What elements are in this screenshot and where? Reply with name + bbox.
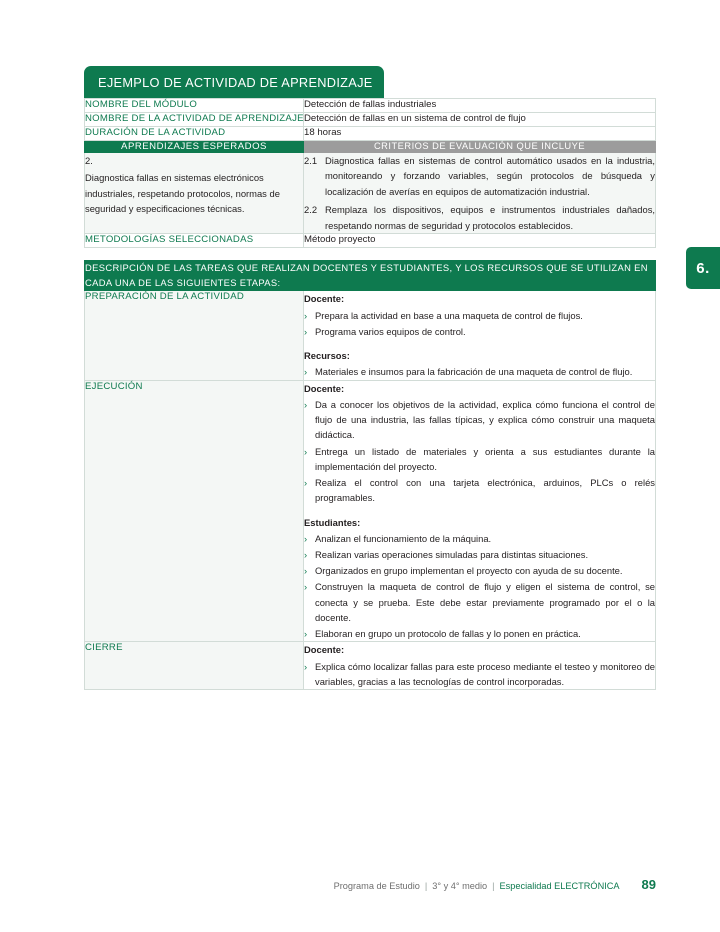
stage-label-ejecucion: EJECUCIÓN — [85, 380, 304, 642]
page-footer — [0, 877, 720, 892]
chapter-tab-label: 6. — [696, 259, 710, 277]
role-heading: Docente: — [304, 644, 345, 656]
list-item-text: Da a conocer los objetivos de la actividad, explica cómo funciona el control de flujo de una industria, las fallas típicas, y explica cómo construir una maqueta didáctica. — [315, 398, 655, 441]
criterio-number: 2.1 — [304, 154, 318, 166]
stage-body-cierre — [304, 642, 656, 690]
bullet-list — [304, 364, 655, 379]
list-item — [304, 397, 655, 443]
stage-label-cierre: CIERRE — [85, 642, 304, 690]
list-item-text: Construyen la maqueta de control de flujo y eligen el sistema de control, se conecta y se prueba. Este debe estar previamente programado por el o la docente. — [315, 581, 655, 623]
criterio-text: Diagnostica fallas en sistemas de control automático usados en la industria, monitoreando y forzando variables, según protocolos de búsqueda y localización de averías en equipos de automatización industrial. — [325, 154, 655, 197]
aprendizaje-number: 2. — [85, 154, 93, 166]
table-row-stage-cierre — [85, 642, 656, 690]
list-item — [304, 531, 655, 546]
chevron-right-icon: › — [304, 581, 308, 593]
footer-program: Programa de Estudio — [333, 881, 420, 891]
activity-info-body — [85, 99, 656, 248]
stage-body-ejecucion — [304, 380, 656, 642]
bullet-list — [304, 397, 655, 506]
label-metodologias: METODOLOGÍAS SELECCIONADAS — [85, 234, 304, 248]
table-row-actividad — [85, 112, 656, 126]
role-heading: Docente: — [304, 293, 345, 305]
header-aprendizajes-esperados: APRENDIZAJES ESPERADOS — [85, 140, 304, 152]
list-item-text: Materiales e insumos para la fabricación de una maqueta de control de flujo. — [315, 366, 633, 378]
chevron-right-icon: › — [304, 532, 308, 544]
list-item-text: Realiza el control con una tarjeta electrónica, arduinos, PLCs o relés programables. — [315, 477, 655, 504]
footer-level: 3° y 4° medio — [432, 881, 488, 891]
list-item — [304, 324, 655, 339]
stage-body-preparacion — [304, 291, 656, 380]
list-item — [304, 308, 655, 323]
value-metodologias: Método proyecto — [304, 234, 656, 248]
label-nombre-modulo: NOMBRE DEL MÓDULO — [85, 99, 304, 113]
footer-separator: | — [424, 881, 428, 891]
list-item — [304, 444, 655, 474]
table-row-metodologias — [85, 234, 656, 248]
list-item — [304, 579, 655, 625]
chevron-right-icon: › — [304, 660, 308, 672]
label-nombre-actividad: NOMBRE DE LA ACTIVIDAD DE APRENDIZAJE — [85, 112, 304, 126]
footer-separator: | — [492, 881, 495, 891]
role-heading: Recursos: — [304, 350, 350, 362]
list-item — [304, 626, 655, 641]
criterio-text: Remplaza los dispositivos, equipos e instrumentos industriales dañados, respetando normas de seguridad y protocolos establecidos. — [325, 204, 655, 231]
table-row-band-headers — [85, 140, 656, 152]
table-row-aprendizaje-criterios — [85, 152, 656, 234]
value-duracion: 18 horas — [304, 126, 656, 140]
stages-table — [84, 260, 656, 690]
bullet-list — [304, 659, 655, 689]
activity-info-table — [84, 98, 656, 248]
activity-title-banner — [84, 66, 384, 98]
footer-page-number: 89 — [641, 877, 656, 892]
stage-label-preparacion: PREPARACIÓN DE LA ACTIVIDAD — [85, 291, 304, 380]
description-band-text: DESCRIPCIÓN DE LAS TAREAS QUE REALIZAN DOCENTES Y ESTUDIANTES, Y LOS RECURSOS QUE SE UTILIZAN EN CADA UNA DE LAS SIGUIENTES ETAPAS: — [85, 261, 656, 291]
chevron-right-icon: › — [304, 398, 308, 410]
cell-aprendizaje-esperado — [85, 152, 304, 234]
chevron-right-icon: › — [304, 445, 308, 457]
cell-criterios-evaluacion — [304, 152, 656, 234]
criterio-number: 2.2 — [304, 204, 318, 216]
list-item-text: Programa varios equipos de control. — [315, 325, 466, 337]
stages-table-body — [85, 261, 656, 690]
page-title: EJEMPLO DE ACTIVIDAD DE APRENDIZAJE — [98, 74, 373, 90]
chevron-right-icon: › — [304, 565, 308, 577]
chevron-right-icon: › — [304, 477, 308, 489]
list-item-text: Elaboran en grupo un protocolo de fallas y lo ponen en práctica. — [315, 628, 581, 640]
content-area — [84, 66, 656, 690]
list-item-text: Realizan varias operaciones simuladas para distintas situaciones. — [315, 549, 589, 560]
label-duracion: DURACIÓN DE LA ACTIVIDAD — [85, 126, 304, 140]
list-item — [304, 547, 655, 562]
list-item — [304, 475, 655, 505]
chevron-right-icon: › — [304, 309, 308, 321]
list-item-text: Entrega un listado de materiales y orienta a sus estudiantes durante la implementación del proyecto. — [315, 445, 655, 472]
chevron-right-icon: › — [304, 628, 308, 640]
list-item-text: Analizan el funcionamiento de la máquina. — [315, 532, 492, 544]
bullet-list — [304, 308, 655, 339]
header-criterios-evaluacion: CRITERIOS DE EVALUACIÓN QUE INCLUYE — [304, 140, 656, 152]
list-item-text: Prepara la actividad en base a una maqueta de control de flujos. — [315, 309, 583, 321]
role-heading: Estudiantes: — [304, 516, 361, 528]
footer-specialty: Especialidad ELECTRÓNICA — [499, 881, 620, 891]
chevron-right-icon: › — [304, 549, 308, 560]
criterio-item — [304, 153, 655, 200]
bullet-list — [304, 531, 655, 642]
table-row-stage-ejecucion — [85, 380, 656, 642]
criterio-item — [304, 202, 655, 233]
role-heading: Docente: — [304, 382, 345, 394]
stages-table-wrapper — [84, 260, 656, 690]
table-row-duracion — [85, 126, 656, 140]
chevron-right-icon: › — [304, 366, 308, 378]
table-row-modulo — [85, 99, 656, 113]
chevron-right-icon: › — [304, 325, 308, 337]
value-nombre-actividad: Detección de fallas en un sistema de control de flujo — [304, 112, 656, 126]
list-item-text: Organizados en grupo implementan el proyecto con ayuda de su docente. — [315, 565, 623, 577]
chapter-tab — [686, 247, 720, 289]
list-item — [304, 659, 655, 689]
list-item-text: Explica cómo localizar fallas para este proceso mediante el testeo y monitoreo de variables, gracias a las tecnologías de control incorporadas. — [315, 660, 655, 687]
table-row-description-band — [85, 261, 656, 291]
table-row-stage-preparacion — [85, 291, 656, 380]
list-item — [304, 364, 655, 379]
aprendizaje-text: Diagnostica fallas en sistemas electrónicos industriales, respetando protocolos, normas de seguridad y especificaciones técnicas. — [85, 172, 280, 215]
list-item — [304, 563, 655, 578]
value-nombre-modulo: Detección de fallas industriales — [304, 99, 656, 113]
